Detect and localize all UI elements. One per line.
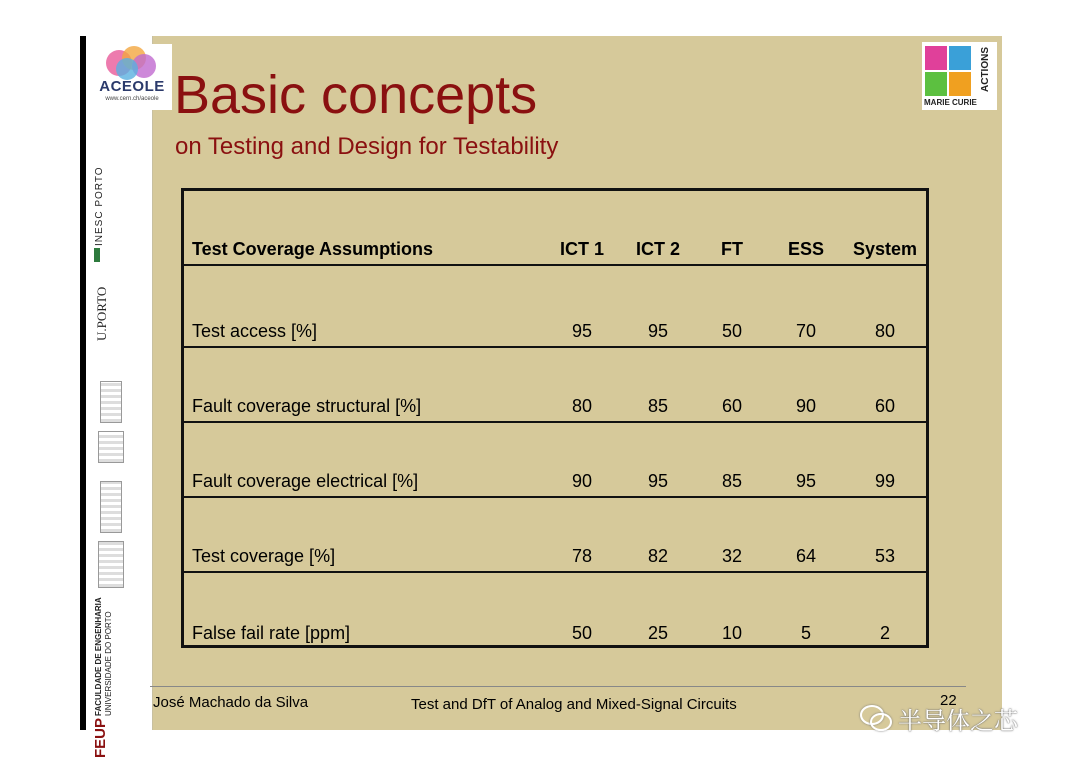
slide-title: Basic concepts bbox=[174, 65, 538, 125]
header-cell: System bbox=[852, 239, 918, 259]
coverage-table bbox=[181, 188, 929, 648]
table-cell: 60 bbox=[721, 396, 743, 416]
table-cell: 95 bbox=[795, 471, 817, 491]
table-cell: 85 bbox=[721, 471, 743, 491]
footer-author: José Machado da Silva bbox=[153, 694, 309, 711]
header-cell: ICT 1 bbox=[559, 239, 604, 259]
row-label: Test access [%] bbox=[192, 321, 318, 341]
table-cell: 32 bbox=[721, 546, 743, 566]
aceole-logo bbox=[92, 44, 172, 110]
table-row bbox=[184, 348, 926, 423]
table-cell: 95 bbox=[647, 471, 669, 491]
table-cell: 50 bbox=[571, 623, 593, 643]
aceole-name: ACEOLE bbox=[99, 78, 165, 95]
watermark bbox=[858, 700, 1018, 736]
actions-label: ACTIONS bbox=[980, 47, 991, 92]
watermark-text: 半导体之芯 bbox=[898, 707, 1018, 735]
sidebar-black-bar bbox=[80, 36, 86, 730]
table-cell: 60 bbox=[874, 396, 896, 416]
uporto-label: U.PORTO bbox=[94, 286, 109, 341]
inesc-green-mark bbox=[94, 248, 100, 262]
feup-label: FEUP bbox=[92, 717, 109, 758]
feup-univ-label: UNIVERSIDADE DO PORTO bbox=[104, 611, 113, 716]
aceole-url: www.cern.ch/aceole bbox=[105, 96, 159, 102]
footer-divider bbox=[150, 686, 966, 687]
table-cell: 78 bbox=[571, 546, 593, 566]
header-cell: Test Coverage Assumptions bbox=[192, 239, 434, 259]
row-label: Fault coverage structural [%] bbox=[192, 396, 422, 416]
portrait-tile bbox=[925, 72, 947, 96]
table-cell: 2 bbox=[879, 623, 890, 643]
table-cell: 5 bbox=[800, 623, 811, 643]
table-row bbox=[184, 423, 926, 498]
table-cell: 25 bbox=[647, 623, 669, 643]
institution-sidebar bbox=[80, 36, 153, 758]
table-cell: 70 bbox=[795, 321, 817, 341]
wechat-icon bbox=[858, 703, 892, 733]
table-cell: 10 bbox=[721, 623, 743, 643]
table-cell: 99 bbox=[874, 471, 896, 491]
page-number: 22 bbox=[940, 692, 957, 709]
table-cell: 85 bbox=[647, 396, 669, 416]
marie-curie-label: MARIE CURIE bbox=[924, 98, 977, 107]
logo-circle bbox=[116, 58, 138, 80]
inesc-porto-label: INESC PORTO bbox=[94, 166, 105, 246]
header-cell: FT bbox=[721, 239, 743, 259]
building-sketch bbox=[98, 541, 124, 588]
footer-course: Test and DfT of Analog and Mixed-Signal Circuits bbox=[411, 696, 737, 713]
table-cell: 64 bbox=[795, 546, 817, 566]
table-header-row bbox=[184, 191, 926, 266]
portrait-tile bbox=[925, 46, 947, 70]
portrait-tile bbox=[949, 46, 971, 70]
row-label: Test coverage [%] bbox=[192, 546, 336, 566]
row-label: Fault coverage electrical [%] bbox=[192, 471, 419, 491]
header-cell: ESS bbox=[787, 239, 825, 259]
table-cell: 80 bbox=[571, 396, 593, 416]
table-cell: 53 bbox=[874, 546, 896, 566]
table-cell: 90 bbox=[795, 396, 817, 416]
row-label: False fail rate [ppm] bbox=[192, 623, 351, 643]
building-sketch bbox=[100, 481, 122, 533]
marie-curie-logo bbox=[922, 42, 997, 110]
table-row bbox=[184, 498, 926, 573]
table-cell: 95 bbox=[571, 321, 593, 341]
table-row bbox=[184, 573, 926, 648]
portrait-tile bbox=[949, 72, 971, 96]
feup-full-label: FACULDADE DE ENGENHARIA bbox=[94, 597, 103, 716]
table-cell: 95 bbox=[647, 321, 669, 341]
table-row bbox=[184, 273, 926, 348]
table-cell: 80 bbox=[874, 321, 896, 341]
slide-subtitle: on Testing and Design for Testability bbox=[175, 133, 559, 160]
header-cell: ICT 2 bbox=[635, 239, 680, 259]
table-cell: 50 bbox=[721, 321, 743, 341]
building-sketch bbox=[100, 381, 122, 423]
table-cell: 90 bbox=[571, 471, 593, 491]
table-cell: 82 bbox=[647, 546, 669, 566]
building-sketch bbox=[98, 431, 124, 463]
